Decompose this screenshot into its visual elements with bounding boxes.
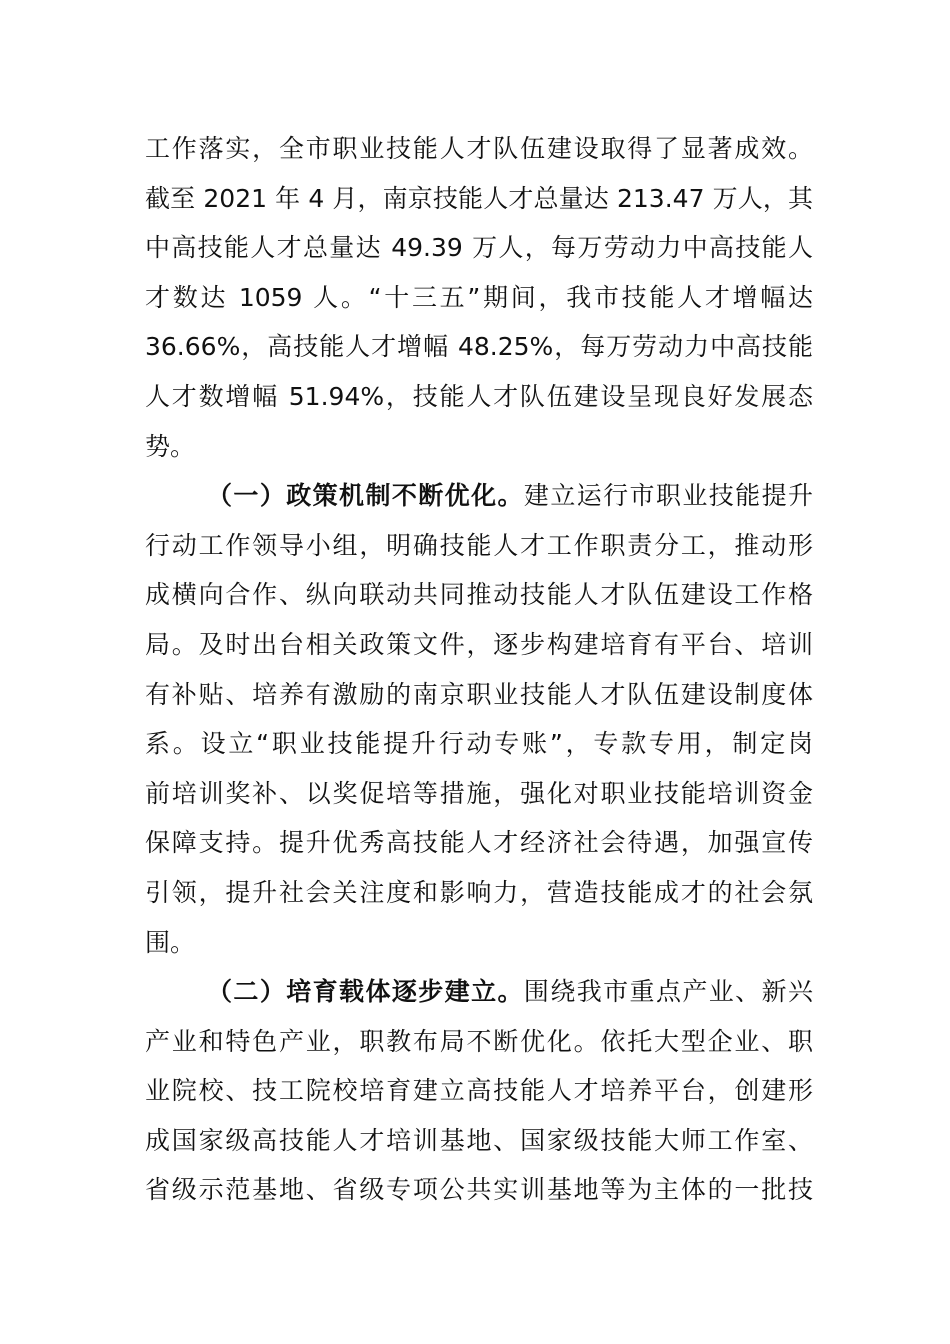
text-line: 行动工作领导小组，明确技能人才工作职责分工，推动形 [145, 530, 813, 560]
text-line: 业院校、技工院校培育建立高技能人才培养平台，创建形 [145, 1076, 813, 1106]
text-line: 截至 2021 年 4 月，南京技能人才总量达 213.47 万人，其 [145, 183, 813, 213]
section-heading: （二）培育载体逐步建立。 [207, 977, 524, 1007]
paragraph-achievements [145, 124, 813, 471]
text-line: 局。及时出台相关政策文件，逐步构建培育有平台、培训 [145, 629, 813, 659]
text-line: 产业和特色产业，职教布局不断优化。依托大型企业、职 [145, 1026, 813, 1056]
text-line: 人才数增幅 51.94%，技能人才队伍建设呈现良好发展态 [145, 381, 813, 411]
text-line: 围。 [145, 927, 196, 957]
document-body [145, 124, 813, 1215]
paragraph-first-line [145, 967, 813, 1017]
paragraph-training-carriers [145, 967, 813, 1215]
text-run: 围绕我市重点产业、新兴 [523, 977, 813, 1007]
text-line: 成国家级高技能人才培训基地、国家级技能大师工作室、 [145, 1125, 813, 1155]
paragraph-policy-mechanism [145, 471, 813, 967]
text-line: 保障支持。提升优秀高技能人才经济社会待遇，加强宣传 [145, 828, 813, 858]
text-line: 中高技能人才总量达 49.39 万人，每万劳动力中高技能人 [145, 233, 813, 263]
text-line: 36.66%，高技能人才增幅 48.25%，每万劳动力中高技能 [145, 332, 813, 362]
text-line: 省级示范基地、省级专项公共实训基地等为主体的一批技 [145, 1175, 813, 1205]
text-line: 工作落实，全市职业技能人才队伍建设取得了显著成效。 [145, 134, 813, 163]
paragraph-first-line [145, 471, 813, 521]
text-line: 成横向合作、纵向联动共同推动技能人才队伍建设工作格 [145, 580, 813, 610]
text-line: 引领，提升社会关注度和影响力，营造技能成才的社会氛 [145, 877, 813, 907]
text-line: 系。设立“职业技能提升行动专账”，专款专用，制定岗 [145, 729, 813, 759]
text-line: 势。 [145, 431, 196, 461]
text-line: 有补贴、培养有激励的南京职业技能人才队伍建设制度体 [145, 679, 813, 709]
text-line: 前培训奖补、以奖促培等措施，强化对职业技能培训资金 [145, 778, 813, 808]
text-line: 才数达 1059 人。“十三五”期间，我市技能人才增幅达 [145, 282, 813, 312]
text-run: 建立运行市职业技能提升 [523, 481, 813, 511]
section-heading: （一）政策机制不断优化。 [207, 481, 524, 511]
